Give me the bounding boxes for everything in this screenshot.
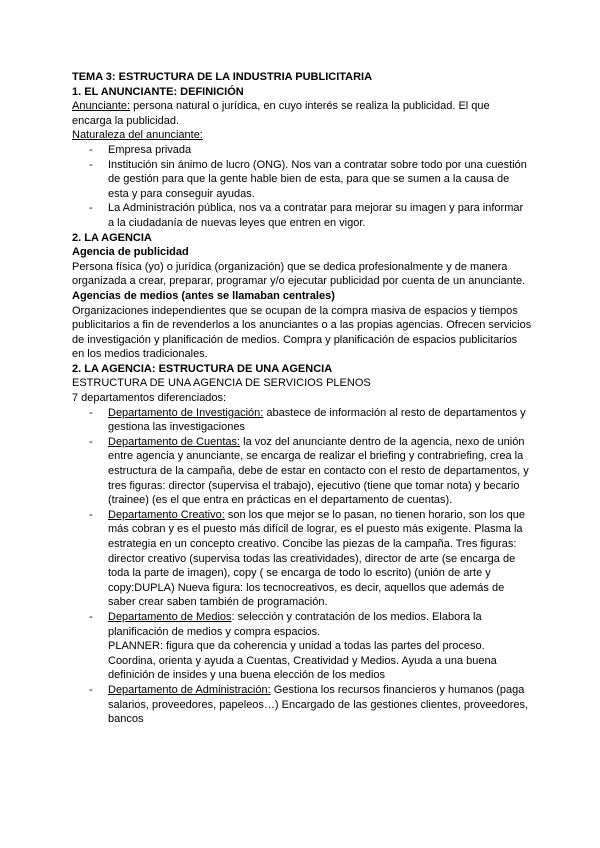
list-item: - La Administración pública, nos va a contratar para mejorar su imagen y para informar a la ciudadanía de nuevas leyes que entren en vigor. xyxy=(72,201,532,230)
dept-text: Gestiona los recursos financieros y humanos (paga salarios, proveedores, papeleos…) Encargado de las gestiones clientes, proveedores, bancos xyxy=(108,683,529,726)
planner-text: PLANNER: figura que da coherencia y unidad a todas las partes del proceso. Coordina, orienta y ayuda a Cuentas, Creatividad y Medios. Ayuda a una buena definición de insides y una buena elección de los medios xyxy=(108,640,497,682)
list-item: - Empresa privada xyxy=(72,143,532,158)
departamentos-intro: 7 departamentos diferenciados: xyxy=(72,392,227,405)
naturaleza-label: Naturaleza del anunciante: xyxy=(72,129,203,142)
dept-name: Departamento de Medios xyxy=(108,610,232,623)
departamentos-list xyxy=(72,406,532,727)
naturaleza-list xyxy=(72,143,532,231)
dept-cuentas xyxy=(72,435,532,508)
dept-text: : selección y contratación de los medios. Elabora la planificación de medios y compra espacios. xyxy=(108,610,482,638)
dept-text: abastece de información al resto de departamentos y gestiona las investigaciones xyxy=(108,406,526,434)
section-estructura-heading: 2. LA AGENCIA: ESTRUCTURA DE UNA AGENCIA xyxy=(72,362,333,375)
anunciante-term: Anunciante: xyxy=(72,100,131,113)
agencia-medios-title: Agencias de medios (antes se llamaban centrales) xyxy=(72,289,335,302)
anunciante-definition xyxy=(72,99,532,128)
doc-title: TEMA 3: ESTRUCTURA DE LA INDUSTRIA PUBLICITARIA xyxy=(72,71,373,83)
dept-name: Departamento de Cuentas: xyxy=(108,435,241,448)
dept-creativo xyxy=(72,508,532,610)
agencia-publicidad-title: Agencia de publicidad xyxy=(72,246,189,259)
list-item: - Institución sin ánimo de lucro (ONG). Nos van a contratar sobre todo por una cuestión de gestión para que la gente hable bien de esta, para que se sumen a la causa de esta y para conseguir ayudas. xyxy=(72,158,532,202)
section-anunciante-heading: 1. EL ANUNCIANTE: DEFINICIÓN xyxy=(72,85,244,98)
dept-name: Departamento de Investigación: xyxy=(108,406,264,419)
dept-administracion xyxy=(72,683,532,727)
dept-text: son los que mejor se lo pasan, no tienen horario, son los que más cobran y es el puesto más difícil de lograr, es el puesto más exigente. Plasma la estrategia en un concepto creativo. Concibe las piezas de la campaña. Tres figuras: director creativo (supervisa todas las creatividades), director de arte (se encarga de toda la parte de imagen), copy ( se encarga de todo lo escrito) (unión de arte y copy:DUPLA) Nueva figura: los tecnocreativos, es decir, aquellos que además de saber crear saben también de programación. xyxy=(108,508,526,609)
dept-name: Departamento Creativo: xyxy=(108,508,225,521)
dept-text: la voz del anunciante dentro de la agencia, nexo de unión entre agencia y anunciante, se encarga de realizar el briefing y contrabriefing, crea la estructura de la campaña, debe de estar en contacto con el resto de departamentos, y tres figuras: director (supervisa el trabajo), ejecutivo (tiene que tomar nota) y becario (trainee) (es el que entra en prácticas en el departamento de cuentas). xyxy=(108,435,529,507)
agencia-publicidad-text: Persona física (yo) o jurídica (organización) que se dedica profesionalmente y de manera organizada a crear, preparar, programar y/o ejecutar publicidad por cuenta de un anunciante. xyxy=(72,260,526,288)
estructura-subheading: ESTRUCTURA DE UNA AGENCIA DE SERVICIOS PLENOS xyxy=(72,377,371,390)
dept-investigacion xyxy=(72,406,532,435)
document-page xyxy=(72,70,532,727)
section-agencia-heading: 2. LA AGENCIA xyxy=(72,231,152,244)
agencia-medios-text: Organizaciones independientes que se ocupan de la compra masiva de espacios y tiempos publicitarios a fin de revenderlos a los anunciantes o a las propias agencias. Ofrecen servicios de investigación y planificación de medios. Compra y planificación de espacios publicitarios en los medios tradicionales. xyxy=(72,304,532,361)
dept-medios xyxy=(72,610,532,683)
dept-name: Departamento de Administración: xyxy=(108,683,271,696)
anunciante-def-text: persona natural o jurídica, en cuyo interés se realiza la publicidad. El que encarga la publicidad. xyxy=(72,100,490,127)
